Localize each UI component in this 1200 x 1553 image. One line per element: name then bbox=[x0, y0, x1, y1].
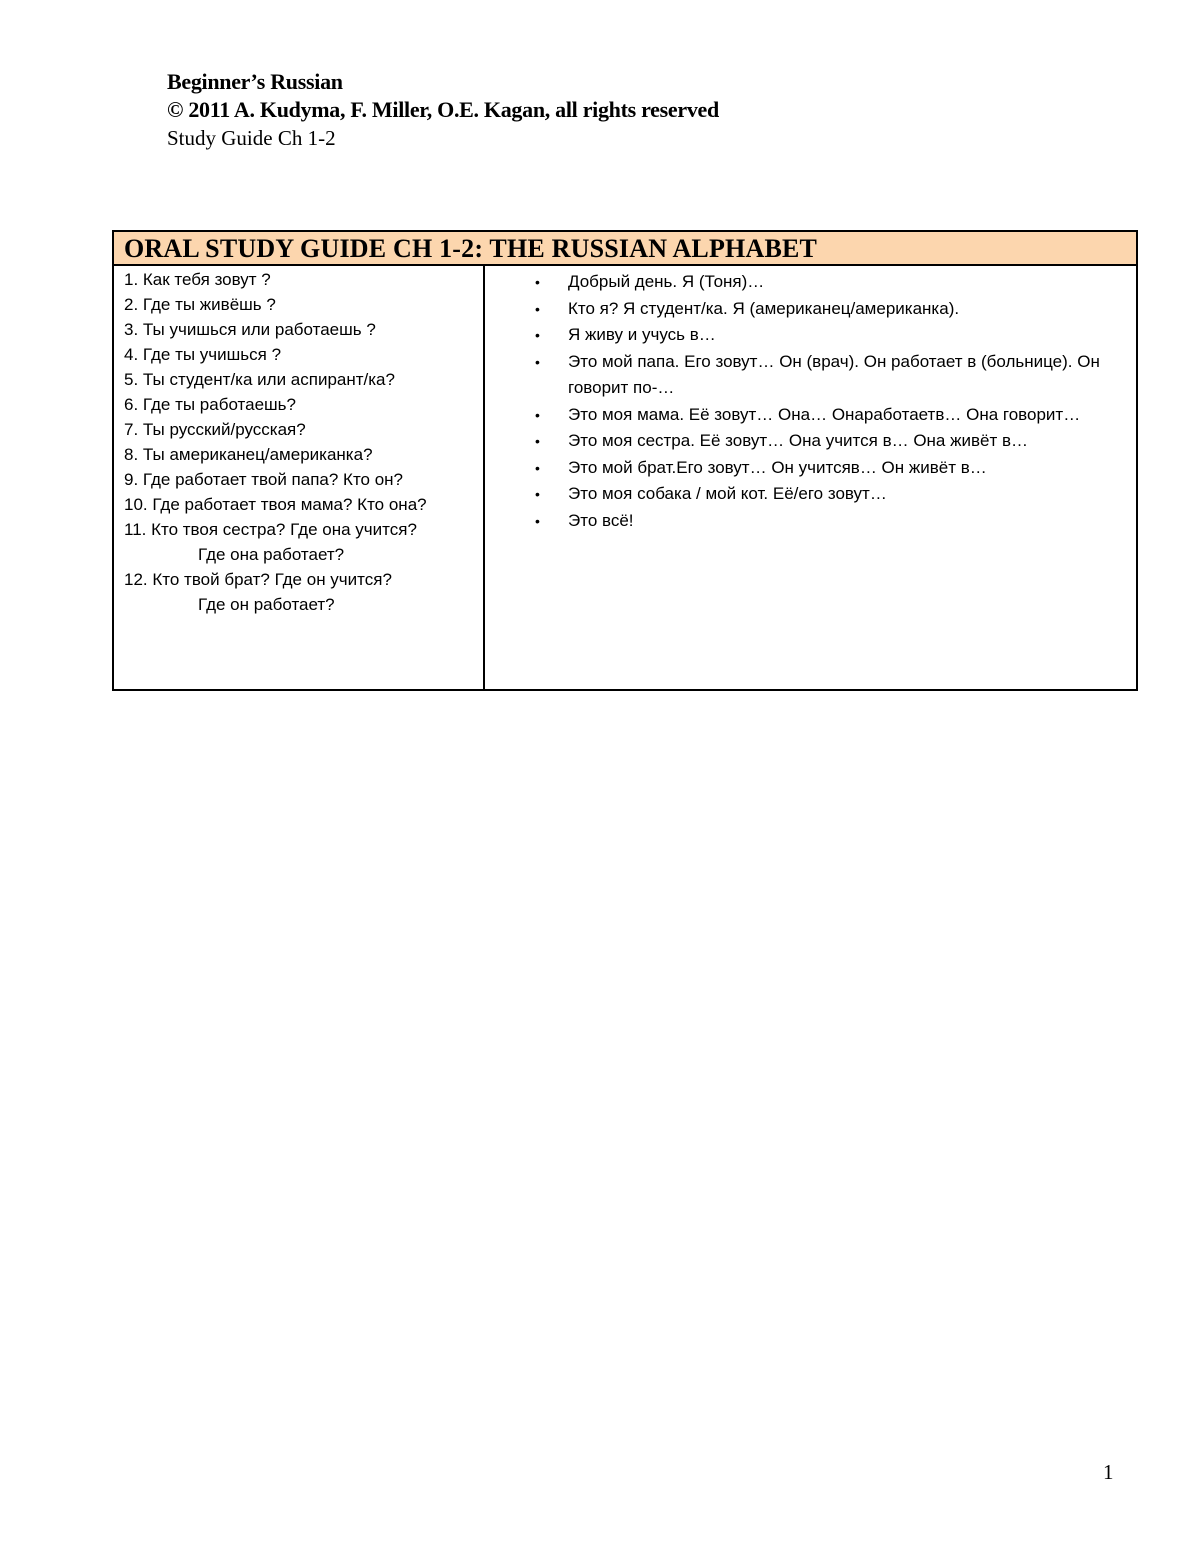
question-item bbox=[124, 392, 483, 417]
bullet-icon: • bbox=[535, 327, 540, 343]
statement-item bbox=[487, 349, 1136, 402]
statement-text: Я живу и учусь в… bbox=[568, 325, 716, 344]
statement-text: Добрый день. Я (Тоня)… bbox=[568, 272, 765, 291]
bullet-icon: • bbox=[535, 512, 540, 529]
bullet-icon: • bbox=[535, 433, 540, 449]
question-text: 10. Где работает твоя мама? Кто она? bbox=[124, 495, 427, 514]
question-continuation: Где она работает? bbox=[198, 545, 345, 564]
question-item bbox=[124, 267, 483, 292]
statements-column bbox=[487, 266, 1136, 689]
question-item bbox=[124, 567, 483, 617]
statement-text: Это моя сестра. Её зовут… Она учится в… Она живёт в… bbox=[568, 431, 1029, 450]
question-item bbox=[124, 442, 483, 467]
bullet-icon: • bbox=[535, 486, 540, 502]
question-item bbox=[124, 317, 483, 342]
study-guide-body bbox=[114, 266, 1136, 689]
statement-item bbox=[487, 508, 1136, 535]
page-number: 1 bbox=[1103, 1460, 1114, 1484]
statement-text: Это всё! bbox=[568, 510, 634, 530]
question-item bbox=[124, 492, 483, 517]
question-text: 1. Как тебя зовут ? bbox=[124, 270, 271, 289]
question-text: 12. Кто твой брат? Где он учится? bbox=[124, 570, 392, 589]
copyright-line: © 2011 A. Kudyma, F. Miller, O.E. Kagan, all rights reserved bbox=[167, 97, 719, 122]
question-item bbox=[124, 367, 483, 392]
bullet-icon: • bbox=[535, 459, 540, 476]
question-text: 11. Кто твоя сестра? Где она учится? bbox=[124, 520, 417, 539]
bullet-icon: • bbox=[535, 300, 540, 317]
question-item bbox=[124, 342, 483, 367]
question-item bbox=[124, 417, 483, 442]
question-text: 5. Ты студент/ка или аспирант/ка? bbox=[124, 370, 395, 389]
questions-column bbox=[114, 266, 485, 689]
document-header bbox=[167, 68, 719, 152]
question-text: 8. Ты американец/американка? bbox=[124, 445, 373, 464]
question-text: 2. Где ты живёшь ? bbox=[124, 295, 276, 314]
question-text: 3. Ты учишься или работаешь ? bbox=[124, 320, 376, 339]
bullet-icon: • bbox=[535, 274, 540, 290]
statement-item bbox=[487, 269, 1136, 296]
study-guide-table bbox=[112, 230, 1138, 691]
statement-item bbox=[487, 428, 1136, 455]
statement-item bbox=[487, 455, 1136, 482]
question-text: 6. Где ты работаешь? bbox=[124, 395, 296, 414]
question-item bbox=[124, 517, 483, 567]
statement-item bbox=[487, 481, 1136, 508]
statement-text: Кто я? Я студент/ка. Я (американец/американка). bbox=[568, 298, 960, 318]
statements-list bbox=[487, 269, 1136, 534]
statement-item bbox=[487, 296, 1136, 323]
statement-item bbox=[487, 322, 1136, 349]
guide-subtitle: Study Guide Ch 1-2 bbox=[167, 126, 336, 150]
statement-text: Это мой брат.Его зовут… Он учитсяв… Он живёт в… bbox=[568, 457, 987, 477]
question-item bbox=[124, 467, 483, 492]
question-item bbox=[124, 292, 483, 317]
bullet-icon: • bbox=[535, 406, 540, 423]
question-continuation: Где он работает? bbox=[198, 595, 335, 614]
statement-text: Это мой папа. Его зовут… Он (врач). Он работает в (больнице). Он говорит по-… bbox=[568, 351, 1100, 397]
question-text: 4. Где ты учишься ? bbox=[124, 345, 282, 364]
study-guide-title: ORAL STUDY GUIDE CH 1-2: THE RUSSIAN ALPHABET bbox=[114, 232, 1136, 266]
course-title: Beginner’s Russian bbox=[167, 69, 343, 94]
question-text: 9. Где работает твой папа? Кто он? bbox=[124, 470, 404, 489]
question-text: 7. Ты русский/русская? bbox=[124, 420, 306, 439]
statement-text: Это моя собака / мой кот. Её/его зовут… bbox=[568, 484, 887, 503]
statement-text: Это моя мама. Её зовут… Она… Онаработаетв… Она говорит… bbox=[568, 404, 1081, 424]
statement-item bbox=[487, 402, 1136, 429]
bullet-icon: • bbox=[535, 353, 540, 370]
